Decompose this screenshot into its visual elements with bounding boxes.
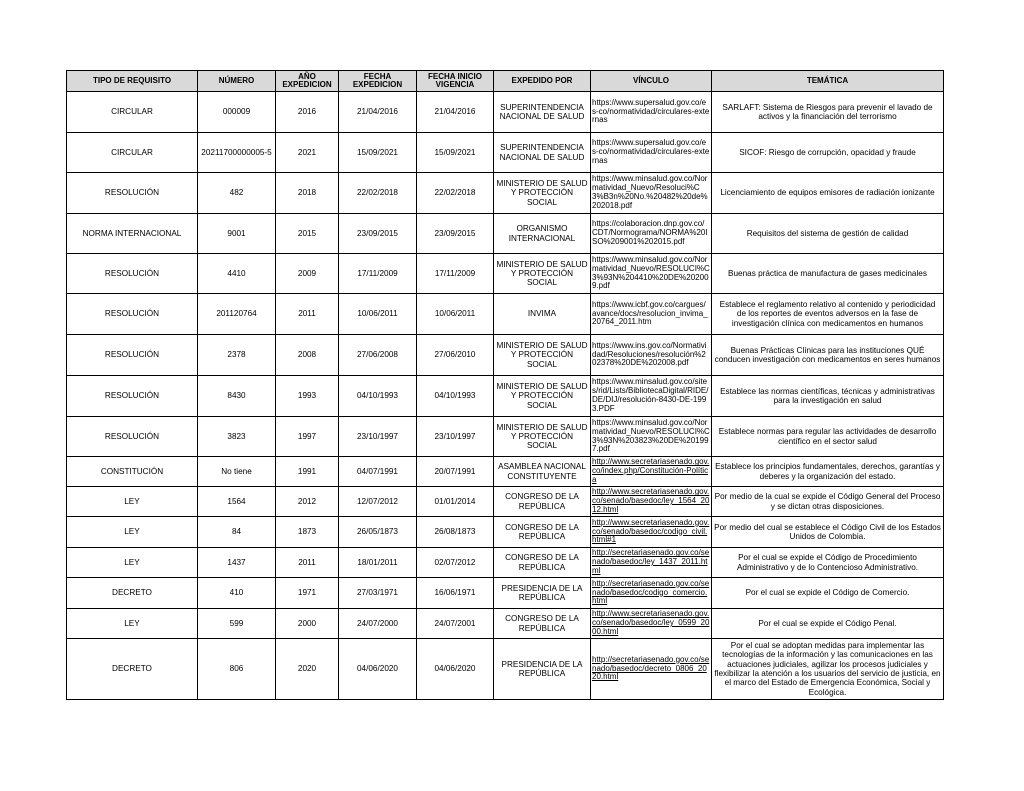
cell-numero: 599 bbox=[198, 609, 276, 639]
cell-tematica: Licenciamiento de equipos emisores de radiación ionizante bbox=[712, 173, 944, 214]
requirements-table bbox=[66, 70, 944, 700]
cell-numero: 806 bbox=[198, 639, 276, 700]
cell-anio: 2011 bbox=[276, 548, 339, 578]
header-anio: AÑO EXPEDICION bbox=[276, 71, 339, 92]
cell-fecha-vigencia: 20/07/1991 bbox=[417, 457, 494, 487]
cell-anio: 1991 bbox=[276, 457, 339, 487]
table-row bbox=[67, 639, 944, 700]
cell-numero: 1564 bbox=[198, 487, 276, 517]
cell-anio: 2009 bbox=[276, 254, 339, 294]
header-fecha-vigencia: FECHA INICIO VIGENCIA bbox=[417, 71, 494, 92]
cell-tipo: CIRCULAR bbox=[67, 133, 198, 173]
cell-tipo: RESOLUCIÓN bbox=[67, 335, 198, 376]
cell-vinculo[interactable] bbox=[591, 335, 712, 376]
link-text[interactable]: https://www.minsalud.gov.co/Normatividad_Nuevo/RESOLUCI%C3%93N%203823%20DE%201997.pdf bbox=[592, 417, 710, 454]
table-row bbox=[67, 376, 944, 417]
cell-numero: 4410 bbox=[198, 254, 276, 294]
cell-anio: 1873 bbox=[276, 517, 339, 548]
link-text[interactable]: https://colaboracion.dnp.gov.co/CDT/Normograma/NORMA%20ISO%209001%202015.pdf bbox=[592, 219, 708, 246]
cell-vinculo[interactable] bbox=[591, 417, 712, 457]
cell-fecha-expedicion: 27/03/1971 bbox=[339, 578, 417, 609]
cell-vinculo[interactable] bbox=[591, 578, 712, 609]
link-text[interactable]: http://www.secretariasenado.gov.co/senado/basedoc/ley_0599_2000.html bbox=[592, 609, 710, 636]
link-text[interactable]: http://www.secretariasenado.gov.co/index.php/Constitución-Política bbox=[592, 457, 710, 484]
cell-numero: 000009 bbox=[198, 92, 276, 133]
cell-vinculo[interactable] bbox=[591, 517, 712, 548]
cell-tematica: Por el cual se expide el Código de Comercio. bbox=[712, 578, 944, 609]
cell-vinculo[interactable] bbox=[591, 487, 712, 517]
cell-tipo: CIRCULAR bbox=[67, 92, 198, 133]
cell-fecha-vigencia: 15/09/2021 bbox=[417, 133, 494, 173]
cell-anio: 2008 bbox=[276, 335, 339, 376]
cell-tipo: RESOLUCIÓN bbox=[67, 173, 198, 214]
cell-tipo: CONSTITUCIÓN bbox=[67, 457, 198, 487]
cell-fecha-expedicion: 21/04/2016 bbox=[339, 92, 417, 133]
cell-fecha-expedicion: 04/07/1991 bbox=[339, 457, 417, 487]
cell-fecha-expedicion: 10/06/2011 bbox=[339, 294, 417, 335]
cell-fecha-expedicion: 22/02/2018 bbox=[339, 173, 417, 214]
link-text[interactable]: http://www.secretariasenado.gov.co/senado/basedoc/codigo_civil.html#1 bbox=[592, 517, 710, 545]
table-row bbox=[67, 92, 944, 133]
cell-expedido-por: CONGRESO DE LA REPÚBLICA bbox=[494, 609, 591, 639]
link-text[interactable]: https://www.ins.gov.co/Normatividad/Resoluciones/resolución%202378%20DE%202008.pdf bbox=[592, 340, 707, 368]
cell-fecha-vigencia: 02/07/2012 bbox=[417, 548, 494, 578]
cell-fecha-expedicion: 23/10/1997 bbox=[339, 417, 417, 457]
link-text[interactable]: https://www.supersalud.gov.co/es-co/normatividad/circulares-externas bbox=[592, 138, 710, 165]
cell-fecha-vigencia: 23/09/2015 bbox=[417, 214, 494, 254]
cell-vinculo[interactable] bbox=[591, 254, 712, 294]
cell-tematica: Por el cual se expide el Código de Procedimiento Administrativo y de lo Contencioso Administrativo. bbox=[712, 548, 944, 578]
cell-vinculo[interactable] bbox=[591, 133, 712, 173]
link-text[interactable]: http://secretariasenado.gov.co/senado/basedoc/codigo_comercio.html bbox=[592, 578, 710, 606]
link-text[interactable]: https://www.minsalud.gov.co/Normatividad_Nuevo/RESOLUCI%C3%93N%204410%20DE%202009.pdf bbox=[592, 254, 710, 291]
table-row bbox=[67, 417, 944, 457]
cell-tematica: Buenas Prácticas Clínicas para las instituciones QUÉ conducen investigación con medicamentos en seres humanos bbox=[712, 335, 944, 376]
cell-fecha-expedicion: 23/09/2015 bbox=[339, 214, 417, 254]
cell-fecha-expedicion: 27/06/2008 bbox=[339, 335, 417, 376]
table-row bbox=[67, 254, 944, 294]
cell-tipo: LEY bbox=[67, 517, 198, 548]
cell-vinculo[interactable] bbox=[591, 639, 712, 700]
cell-fecha-vigencia: 22/02/2018 bbox=[417, 173, 494, 214]
link-text[interactable]: https://www.minsalud.gov.co/Normatividad_Nuevo/Resoluci%C3%B3n%20No.%20482%20de%202018.pdf bbox=[592, 174, 708, 210]
table-row bbox=[67, 517, 944, 548]
cell-numero: 20211700000005-5 bbox=[198, 133, 276, 173]
cell-tematica: Requisitos del sistema de gestión de calidad bbox=[712, 214, 944, 254]
cell-expedido-por: MINISTERIO DE SALUD Y PROTECCIÓN SOCIAL bbox=[494, 335, 591, 376]
link-text[interactable]: https://www.supersalud.gov.co/es-co/normatividad/circulares-externas bbox=[592, 97, 710, 125]
cell-anio: 2012 bbox=[276, 487, 339, 517]
table-row bbox=[67, 133, 944, 173]
cell-expedido-por: PRESIDENCIA DE LA REPÚBLICA bbox=[494, 578, 591, 609]
cell-fecha-vigencia: 04/06/2020 bbox=[417, 639, 494, 700]
link-text[interactable]: https://www.icbf.gov.co/cargues/avance/docs/resolucion_invima_20764_2011.htm bbox=[592, 299, 708, 327]
cell-tematica: Establece los principios fundamentales, derechos, garantías y deberes y la organización del estado. bbox=[712, 457, 944, 487]
cell-anio: 2011 bbox=[276, 294, 339, 335]
cell-expedido-por: MINISTERIO DE SALUD Y PROTECCIÓN SOCIAL bbox=[494, 417, 591, 457]
cell-expedido-por: ORGANISMO INTERNACIONAL bbox=[494, 214, 591, 254]
cell-anio: 2021 bbox=[276, 133, 339, 173]
link-text[interactable]: http://secretariasenado.gov.co/senado/basedoc/decreto_0806_2020.html bbox=[592, 654, 710, 682]
cell-fecha-expedicion: 24/07/2000 bbox=[339, 609, 417, 639]
header-fecha-expedicion: FECHA EXPEDICION bbox=[339, 71, 417, 92]
cell-numero: 482 bbox=[198, 173, 276, 214]
cell-fecha-vigencia: 23/10/1997 bbox=[417, 417, 494, 457]
cell-anio: 2020 bbox=[276, 639, 339, 700]
cell-fecha-vigencia: 26/08/1873 bbox=[417, 517, 494, 548]
cell-vinculo[interactable] bbox=[591, 294, 712, 335]
cell-tematica: Establece el reglamento relativo al contenido y periodicidad de los reportes de eventos adversos en la fase de investigación clínica con medicamentos en humanos bbox=[712, 294, 944, 335]
table-row bbox=[67, 457, 944, 487]
table-row bbox=[67, 578, 944, 609]
cell-fecha-vigencia: 10/06/2011 bbox=[417, 294, 494, 335]
cell-vinculo[interactable] bbox=[591, 376, 712, 417]
cell-tematica: Establece normas para regular las actividades de desarrollo científico en el sector salud bbox=[712, 417, 944, 457]
cell-fecha-expedicion: 04/10/1993 bbox=[339, 376, 417, 417]
header-numero: NÚMERO bbox=[198, 71, 276, 92]
link-text[interactable]: https://www.minsalud.gov.co/sites/rid/Lists/BibliotecaDigital/RIDE/DE/DIJ/resolución-8430-DE-1993.PDF bbox=[592, 377, 709, 413]
cell-fecha-vigencia: 16/06/1971 bbox=[417, 578, 494, 609]
table-row bbox=[67, 548, 944, 578]
cell-anio: 2018 bbox=[276, 173, 339, 214]
cell-expedido-por: CONGRESO DE LA REPÚBLICA bbox=[494, 517, 591, 548]
cell-tematica: Buenas práctica de manufactura de gases medicinales bbox=[712, 254, 944, 294]
table-row bbox=[67, 214, 944, 254]
cell-expedido-por: MINISTERIO DE SALUD Y PROTECCIÓN SOCIAL bbox=[494, 173, 591, 214]
header-vinculo: VÍNCULO bbox=[591, 71, 712, 92]
cell-expedido-por: CONGRESO DE LA REPÚBLICA bbox=[494, 548, 591, 578]
cell-tematica: Establece las normas científicas, técnicas y administrativas para la investigación en salud bbox=[712, 376, 944, 417]
cell-tematica: SARLAFT: Sistema de Riesgos para prevenir el lavado de activos y la financiación del terrorismo bbox=[712, 92, 944, 133]
cell-fecha-vigencia: 21/04/2016 bbox=[417, 92, 494, 133]
cell-fecha-expedicion: 26/05/1873 bbox=[339, 517, 417, 548]
cell-numero: 84 bbox=[198, 517, 276, 548]
table-row bbox=[67, 609, 944, 639]
cell-tipo: LEY bbox=[67, 548, 198, 578]
cell-anio: 2000 bbox=[276, 609, 339, 639]
cell-fecha-vigencia: 27/06/2010 bbox=[417, 335, 494, 376]
cell-fecha-expedicion: 17/11/2009 bbox=[339, 254, 417, 294]
cell-anio: 1997 bbox=[276, 417, 339, 457]
cell-tematica: SICOF: Riesgo de corrupción, opacidad y fraude bbox=[712, 133, 944, 173]
cell-fecha-vigencia: 24/07/2001 bbox=[417, 609, 494, 639]
link-text[interactable]: http://secretariasenado.gov.co/senado/basedoc/ley_1437_2011.html bbox=[592, 548, 710, 575]
cell-numero: 9001 bbox=[198, 214, 276, 254]
cell-numero: 2378 bbox=[198, 335, 276, 376]
cell-numero: 3823 bbox=[198, 417, 276, 457]
header-expedido-por: EXPEDIDO POR bbox=[494, 71, 591, 92]
cell-anio: 1993 bbox=[276, 376, 339, 417]
cell-anio: 2015 bbox=[276, 214, 339, 254]
cell-numero: 201120764 bbox=[198, 294, 276, 335]
cell-tipo: RESOLUCIÓN bbox=[67, 417, 198, 457]
table-row bbox=[67, 173, 944, 214]
cell-tematica: Por el cual se adoptan medidas para implementar las tecnologías de la información y las comunicaciones en las actuaciones judiciales, agilizar los procesos judiciales y flexibilizar la atención a los usuarios del servicio de justicia, en el marco del Estado de Emergencia Económica, Social y Ecológica. bbox=[712, 639, 944, 700]
header-row bbox=[67, 71, 944, 92]
cell-vinculo[interactable] bbox=[591, 609, 712, 639]
cell-tipo: LEY bbox=[67, 487, 198, 517]
cell-tipo: RESOLUCIÓN bbox=[67, 294, 198, 335]
header-tipo: TIPO DE REQUISITO bbox=[67, 71, 198, 92]
cell-fecha-expedicion: 04/06/2020 bbox=[339, 639, 417, 700]
header-tematica: TEMÁTICA bbox=[712, 71, 944, 92]
cell-tipo: RESOLUCIÓN bbox=[67, 376, 198, 417]
cell-tematica: Por medio del cual se establece el Código Civil de los Estados Unidos de Colombia. bbox=[712, 517, 944, 548]
cell-fecha-vigencia: 17/11/2009 bbox=[417, 254, 494, 294]
table-row bbox=[67, 335, 944, 376]
table-row bbox=[67, 487, 944, 517]
cell-fecha-expedicion: 12/07/2012 bbox=[339, 487, 417, 517]
cell-anio: 1971 bbox=[276, 578, 339, 609]
cell-tipo: NORMA INTERNACIONAL bbox=[67, 214, 198, 254]
cell-tipo: DECRETO bbox=[67, 639, 198, 700]
cell-expedido-por: SUPERINTENDENCIA NACIONAL DE SALUD bbox=[494, 133, 591, 173]
cell-fecha-expedicion: 18/01/2011 bbox=[339, 548, 417, 578]
link-text[interactable]: http://www.secretariasenado.gov.co/senado/basedoc/ley_1564_2012.html bbox=[592, 487, 710, 514]
cell-expedido-por: PRESIDENCIA DE LA REPÚBLICA bbox=[494, 639, 591, 700]
cell-expedido-por: INVIMA bbox=[494, 294, 591, 335]
cell-numero: 1437 bbox=[198, 548, 276, 578]
cell-numero: 410 bbox=[198, 578, 276, 609]
cell-fecha-expedicion: 15/09/2021 bbox=[339, 133, 417, 173]
cell-expedido-por: CONGRESO DE LA REPÚBLICA bbox=[494, 487, 591, 517]
cell-vinculo[interactable] bbox=[591, 548, 712, 578]
cell-numero: No tiene bbox=[198, 457, 276, 487]
cell-tematica: Por medio de la cual se expide el Código General del Proceso y se dictan otras disposiciones. bbox=[712, 487, 944, 517]
cell-tipo: RESOLUCIÓN bbox=[67, 254, 198, 294]
cell-vinculo[interactable] bbox=[591, 214, 712, 254]
cell-anio: 2016 bbox=[276, 92, 339, 133]
cell-fecha-vigencia: 01/01/2014 bbox=[417, 487, 494, 517]
cell-vinculo[interactable] bbox=[591, 173, 712, 214]
cell-fecha-vigencia: 04/10/1993 bbox=[417, 376, 494, 417]
cell-expedido-por: MINISTERIO DE SALUD Y PROTECCIÓN SOCIAL bbox=[494, 376, 591, 417]
cell-tipo: DECRETO bbox=[67, 578, 198, 609]
cell-vinculo[interactable] bbox=[591, 457, 712, 487]
cell-tematica: Por el cual se expide el Código Penal. bbox=[712, 609, 944, 639]
cell-numero: 8430 bbox=[198, 376, 276, 417]
table-row bbox=[67, 294, 944, 335]
cell-expedido-por: MINISTERIO DE SALUD Y PROTECCIÓN SOCIAL bbox=[494, 254, 591, 294]
cell-expedido-por: ASAMBLEA NACIONAL CONSTITUYENTE bbox=[494, 457, 591, 487]
cell-vinculo[interactable] bbox=[591, 92, 712, 133]
cell-expedido-por: SUPERINTENDENCIA NACIONAL DE SALUD bbox=[494, 92, 591, 133]
cell-tipo: LEY bbox=[67, 609, 198, 639]
